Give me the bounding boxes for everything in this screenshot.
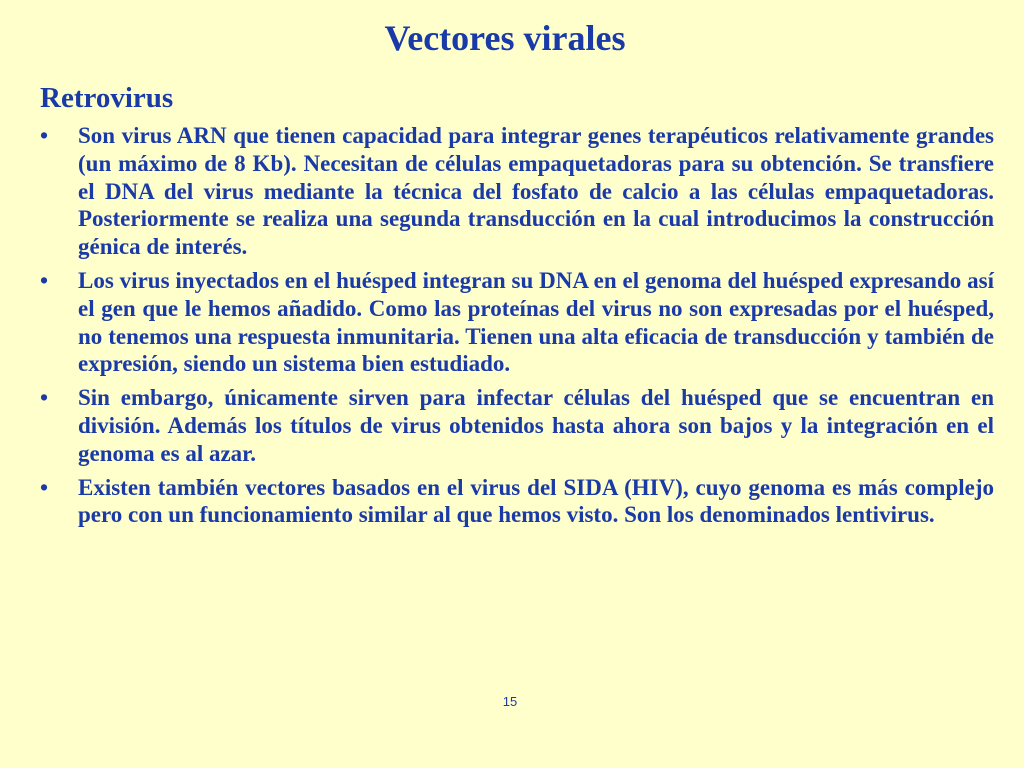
bullet-text: Existen también vectores basados en el virus del SIDA (HIV), cuyo genoma es más complejo pero con un funcionamiento similar al que hemos visto. Son los denominados lentivirus.: [78, 474, 994, 528]
bullet-icon: •: [40, 123, 49, 148]
slide-title: Vectores virales: [384, 18, 626, 58]
page-number: 15: [502, 694, 518, 709]
bullet-icon: •: [40, 474, 49, 500]
section-heading: Retrovirus: [40, 82, 174, 114]
bullet-item: [40, 474, 994, 530]
bullet-item: [40, 267, 994, 378]
bullet-item: [40, 384, 994, 467]
bullet-list: [40, 122, 994, 535]
bullet-text: Sin embargo, únicamente sirven para infectar células del huésped que se encuentran en división. Además los títulos de virus obtenidos hasta ahora son bajos y la integración en el genoma es al azar.: [78, 385, 994, 466]
bullet-icon: •: [40, 385, 49, 411]
bullet-text: Los virus inyectados en el huésped integran su DNA en el genoma del huésped expresando así el gen que le hemos añadido. Como las proteínas del virus no son expresadas por el huésped, no tenemos una respuesta inmunitaria. Tienen una alta eficacia de transducción y también de expresión, siendo un sistema bien estudiado.: [78, 267, 994, 377]
bullet-item: [40, 122, 994, 261]
bullet-icon: •: [40, 267, 49, 293]
bullet-text: Son virus ARN que tienen capacidad para integrar genes terapéuticos relativamente grandes (un máximo de 8 Kb). Necesitan de células empaquetadoras para su obtención. Se transfiere el DNA del virus mediante la técnica del fosfato de calcio a las células empaquetadoras. Posteriormente se realiza una segunda transducción en la cual introducimos la construcción génica de interés.: [78, 123, 994, 260]
